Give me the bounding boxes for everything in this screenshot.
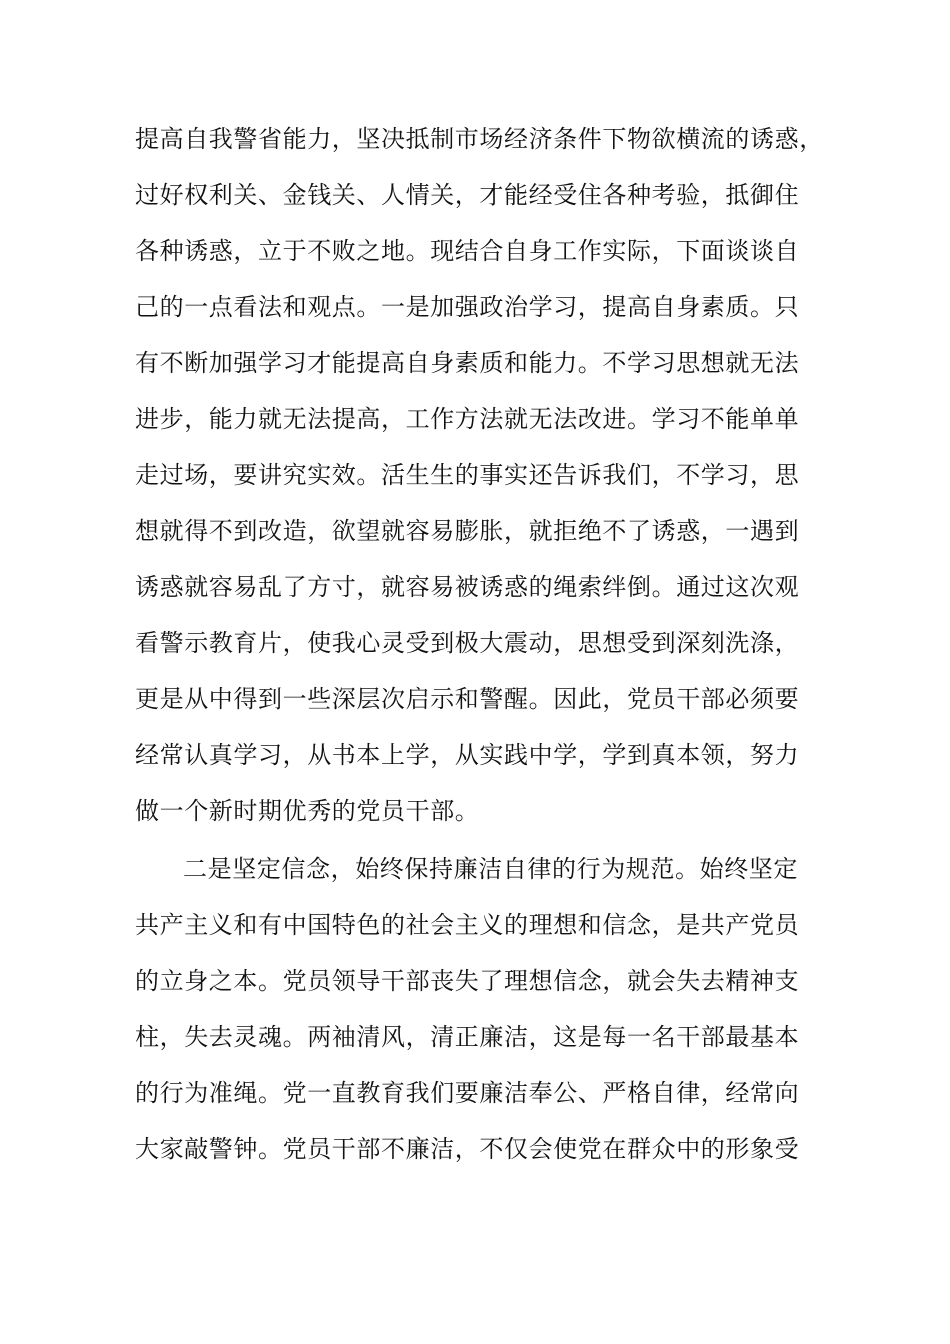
text-line: 诱惑就容易乱了方寸，就容易被诱惑的绳索绊倒。通过这次观 [135, 573, 800, 601]
text-line: 进步，能力就无法提高，工作方法就无法改进。学习不能单单 [135, 405, 800, 433]
text-line: 做一个新时期优秀的党员干部。 [135, 797, 480, 825]
text-line: 经常认真学习，从书本上学，从实践中学，学到真本领，努力 [135, 741, 800, 769]
text-line: 共产主义和有中国特色的社会主义的理想和信念，是共产党员 [135, 911, 800, 939]
text-line: 大家敲警钟。党员干部不廉洁，不仅会使党在群众中的形象受 [135, 1135, 800, 1163]
text-line: 各种诱惑，立于不败之地。现结合自身工作实际，下面谈谈自 [135, 237, 800, 265]
text-line: 想就得不到改造，欲望就容易膨胀，就拒绝不了诱惑，一遇到 [135, 517, 800, 545]
text-line: 己的一点看法和观点。一是加强政治学习，提高自身素质。只 [135, 293, 800, 321]
text-line: 的行为准绳。党一直教育我们要廉洁奉公、严格自律，经常向 [135, 1079, 800, 1107]
paragraph-first-line: 二是坚定信念，始终保持廉洁自律的行为规范。始终坚定 [183, 855, 798, 883]
text-line: 的立身之本。党员领导干部丧失了理想信念，就会失去精神支 [135, 967, 800, 995]
text-line: 看警示教育片，使我心灵受到极大震动，思想受到深刻洗涤， [135, 629, 800, 657]
text-line: 有不断加强学习才能提高自身素质和能力。不学习思想就无法 [135, 349, 800, 377]
text-line: 走过场，要讲究实效。活生生的事实还告诉我们，不学习，思 [135, 461, 800, 489]
text-line: 柱，失去灵魂。两袖清风，清正廉洁，这是每一名干部最基本 [135, 1023, 800, 1051]
text-line: 更是从中得到一些深层次启示和警醒。因此，党员干部必须要 [135, 685, 800, 713]
text-line: 提高自我警省能力，坚决抵制市场经济条件下物欲横流的诱惑， [135, 125, 824, 153]
text-line: 过好权利关、金钱关、人情关，才能经受住各种考验，抵御住 [135, 181, 800, 209]
